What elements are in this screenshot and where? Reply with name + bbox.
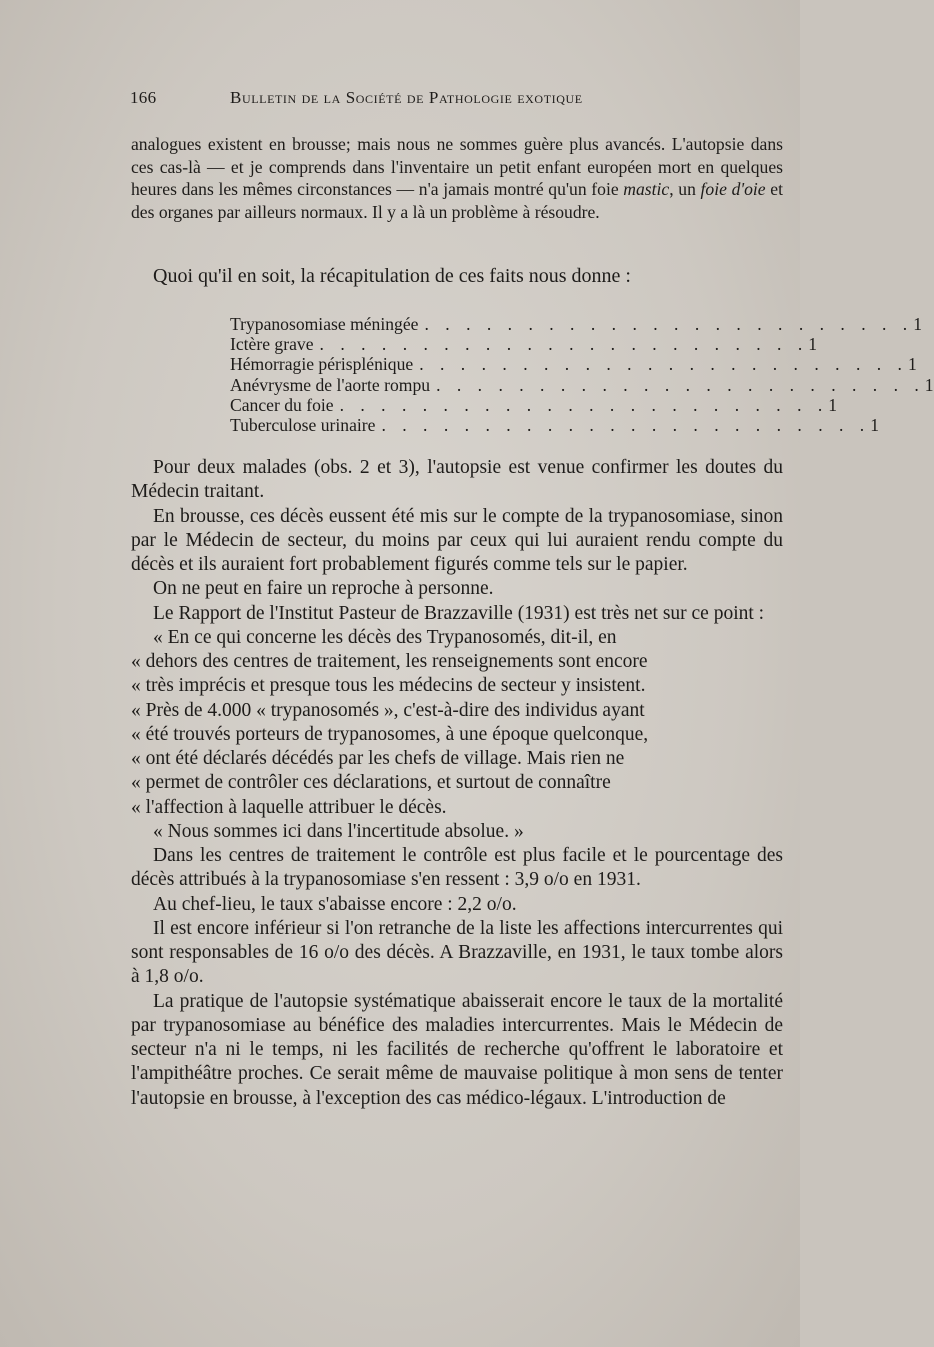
- quote-line: « permet de contrôler ces déclarations, et surtout de connaître: [131, 772, 611, 794]
- paragraph: Au chef-lieu, le taux s'abaisse encore : 2,2 o/o.: [153, 893, 517, 915]
- row-count: 1: [870, 415, 879, 436]
- row-count: 1: [808, 334, 818, 355]
- paragraph: La pratique de l'autopsie systématique abaisserait encore le taux de la mortalité par trypanosomiase au bénéfice des maladies intercurrentes. Mais le Médecin de secteur n'a ni le temps, ni les facilités de recherche qu'offrent le laboratoire et l'ampithéâtre proches. Ce serait même de mauvaise politique à mon sens de tenter l'autopsie en brousse, à l'exception des cas médico-légaux. L'introduction de: [131, 990, 783, 1109]
- leader-dots: . . . . . . . . . . . . . . . . . . . . . . . .: [339, 394, 829, 415]
- row-count: 1: [913, 314, 922, 334]
- paragraph: Il est encore inférieur si l'on retranche de la liste les affections intercurrentes qui sont responsables de 16 o/o des décès. A Brazzaville, en 1931, le taux tombe alors à 1,8 o/o.: [131, 917, 783, 988]
- recap-table: [230, 314, 934, 436]
- leader-dots: . . . . . . . . . . . . . . . . . . . . . . . .: [381, 415, 871, 436]
- table-row: [230, 334, 818, 355]
- row-count: 1: [924, 374, 934, 395]
- intro-text-2: , un: [669, 179, 701, 199]
- paragraph: Dans les centres de traitement le contrôle est plus facile et le pourcentage des décès attribués à la trypanosomiase s'en ressent : 3,9 o/o en 1931.: [131, 845, 783, 891]
- paragraph: Pour deux malades (obs. 2 et 3), l'autopsie est venue confirmer les doutes du Médecin traitant.: [131, 457, 783, 503]
- intro-emphasis-1: mastic: [623, 179, 670, 199]
- quote-line: « En ce qui concerne les décès des Trypanosomés, dit-il, en: [153, 626, 617, 648]
- intro-text-3: et des organes par ailleurs normaux. Il y a là un problème à résoudre.: [131, 179, 783, 222]
- paragraph: Le Rapport de l'Institut Pasteur de Brazzaville (1931) est très net sur ce point :: [153, 602, 765, 624]
- page-number: 166: [130, 88, 157, 107]
- row-count: 1: [828, 394, 838, 415]
- paragraph: On ne peut en faire un reproche à personne.: [153, 578, 494, 600]
- quote-line: « Près de 4.000 « trypanosomés », c'est-à-dire des individus ayant: [131, 699, 645, 721]
- running-title: Bulletin de la Société de Pathologie exotique: [230, 88, 583, 107]
- recap-intro: Quoi qu'il en soit, la récapitulation de ces faits nous donne :: [153, 265, 631, 287]
- row-label: Trypanosomiase méningée: [230, 314, 419, 334]
- leader-dots: . . . . . . . . . . . . . . . . . . . . . . . .: [436, 374, 925, 395]
- intro-paragraph: [131, 133, 783, 223]
- row-count: 1: [907, 354, 917, 375]
- table-row: [230, 374, 934, 395]
- row-label: Ictère grave: [230, 334, 314, 355]
- quote-line: « été trouvés porteurs de trypanosomes, à une époque quelconque,: [131, 723, 649, 745]
- row-label: Cancer du foie: [230, 394, 334, 415]
- quote-line: « ont été déclarés décédés par les chefs de village. Mais rien ne: [131, 748, 625, 769]
- leader-dots: . . . . . . . . . . . . . . . . . . . . . . . .: [319, 334, 809, 355]
- paragraph: En brousse, ces décès eussent été mis sur le compte de la trypanosomiase, sinon par le Médecin de secteur, du moins par ceux qui lui auraient rendu compte du décès et ils auraient fort probablement figurés comme tels sur le papier.: [131, 505, 783, 575]
- row-label: Anévrysme de l'aorte rompu: [230, 374, 431, 395]
- quote-line: « l'affection à laquelle attribuer le décès.: [131, 796, 447, 818]
- row-label: Hémorragie périsplénique: [230, 354, 414, 375]
- table-row: [230, 314, 922, 334]
- quote-line: « dehors des centres de traitement, les renseignements sont encore: [131, 651, 648, 672]
- intro-text-1: analogues existent en brousse; mais nous ne sommes guère plus avancés. L'autopsie dans ces cas-là — et je comprends dans l'inventaire un petit enfant européen mort en quelques heures dans les mêmes circonstances — n'a jamais montré qu'un foie: [131, 134, 783, 199]
- quote-line: « Nous sommes ici dans l'incertitude absolue. »: [153, 820, 524, 842]
- intro-emphasis-2: foie d'oie: [700, 179, 766, 199]
- quote-line: « très imprécis et presque tous les médecins de secteur y insistent.: [131, 675, 646, 697]
- table-row: [230, 415, 879, 436]
- body-text: [131, 456, 783, 1111]
- page-header: [130, 88, 780, 112]
- row-label: Tuberculose urinaire: [230, 415, 376, 436]
- leader-dots: . . . . . . . . . . . . . . . . . . . . . . . .: [419, 354, 908, 375]
- leader-dots: . . . . . . . . . . . . . . . . . . . . . . . .: [424, 314, 914, 334]
- table-row: [230, 354, 917, 375]
- table-row: [230, 394, 838, 415]
